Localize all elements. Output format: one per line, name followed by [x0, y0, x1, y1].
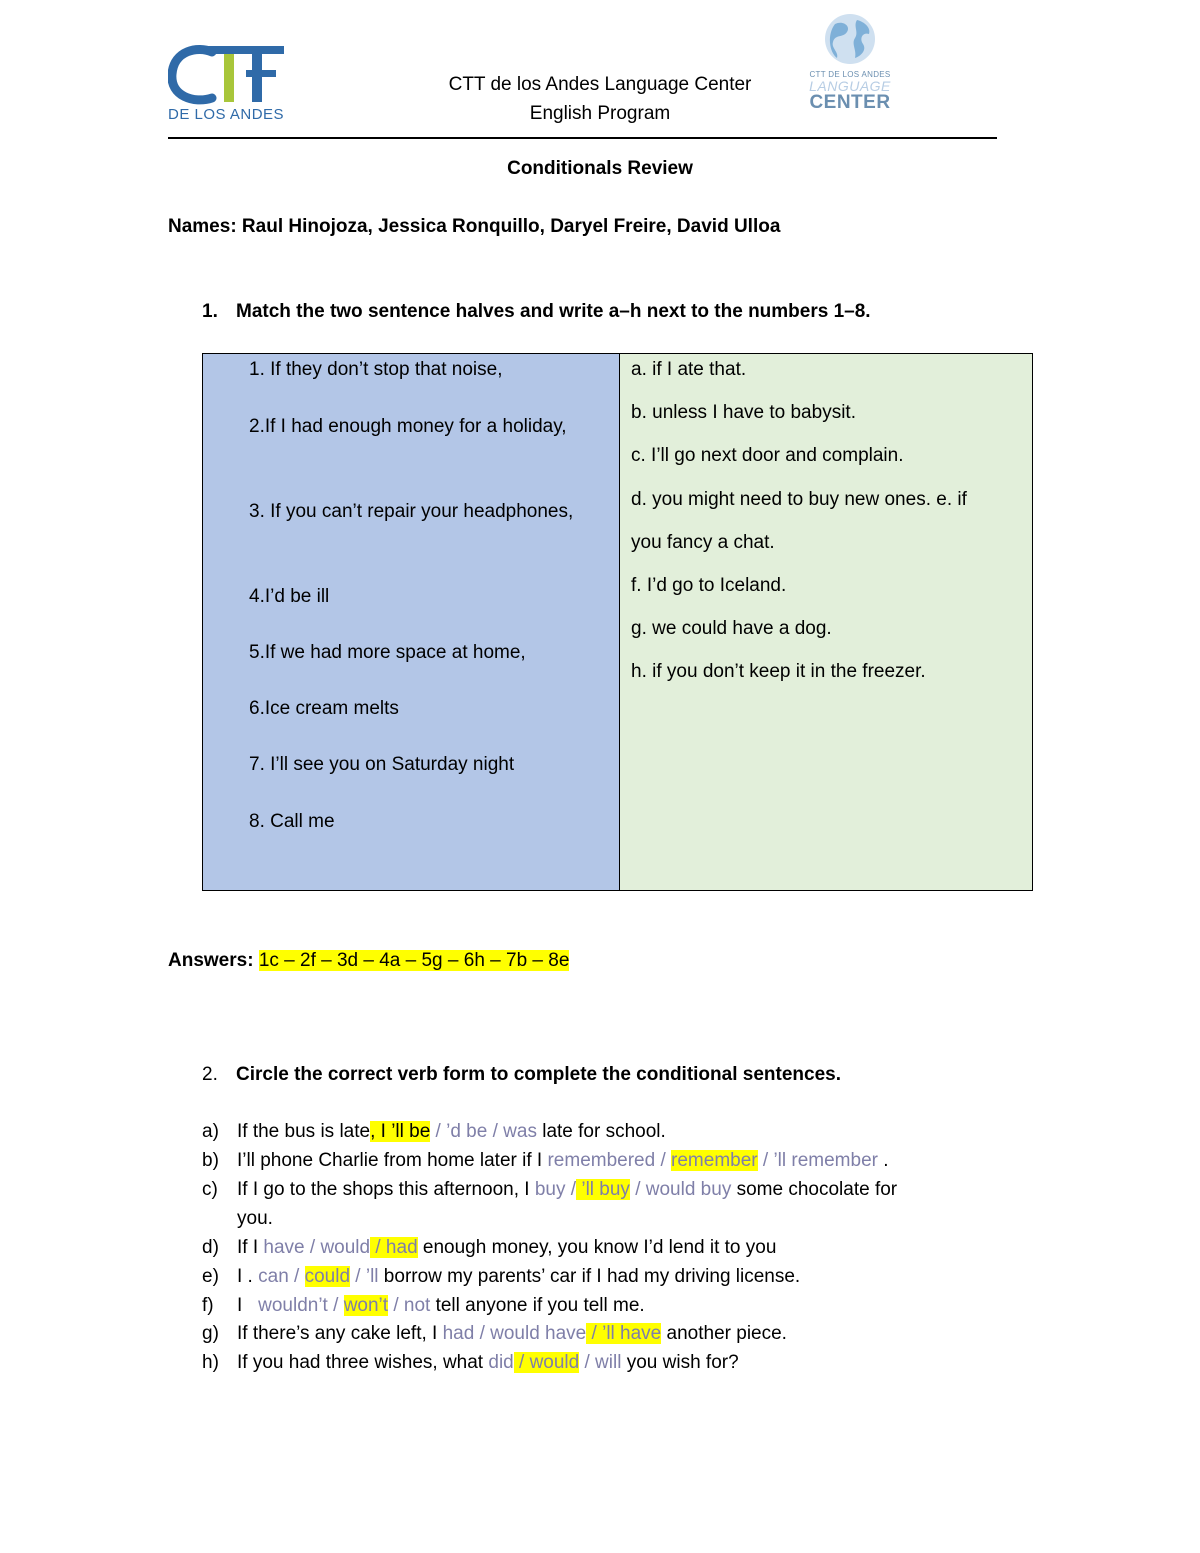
text-segment: . — [877, 1150, 889, 1171]
logo-right-top: CTT DE LOS ANDES — [809, 70, 891, 79]
left-item-1: 1. If they don’t stop that noise, — [249, 359, 503, 380]
verb-options: can / — [258, 1266, 300, 1287]
text-segment: you wish for? — [621, 1352, 739, 1373]
verb-options: buy / — [534, 1179, 577, 1200]
left-item-5: 5.If we had more space at home, — [249, 642, 526, 663]
item-label: f) — [202, 1295, 214, 1316]
right-item-a: a. if I ate that. — [631, 359, 747, 380]
answers-value: 1c – 2f – 3d – 4a – 5g – 6h – 7b – 8e — [258, 950, 570, 971]
right-item-c: c. I’ll go next door and complain. — [631, 445, 904, 466]
left-item-2: 2.If I had enough money for a holiday, — [249, 416, 567, 437]
right-item-e-cont: you fancy a chat. — [631, 532, 775, 553]
text-segment: If I go to the shops this afternoon, I — [237, 1179, 535, 1200]
text-segment: If you had three wishes, what — [237, 1352, 489, 1373]
verb-options: did — [488, 1352, 514, 1373]
question-1-number: 1. — [202, 301, 218, 322]
language-center-logo — [805, 12, 905, 112]
verb-options: remembered / — [547, 1150, 666, 1171]
item-label: g) — [202, 1323, 219, 1344]
text-segment: enough money, you know I’d lend it to you — [417, 1237, 777, 1258]
sentence-beginnings-column — [203, 354, 620, 890]
left-item-4: 4.I’d be ill — [249, 586, 330, 607]
item-label: e) — [202, 1266, 219, 1287]
text-segment: I’ll phone Charlie from home later if I — [237, 1150, 548, 1171]
item-label: h) — [202, 1352, 219, 1373]
text-segment: If there’s any cake left, I — [237, 1323, 443, 1344]
text-segment: tell anyone if you tell me. — [430, 1295, 645, 1316]
item-text — [237, 1146, 1017, 1175]
answers-label: Answers: — [168, 950, 259, 971]
text-segment: If the bus is late — [237, 1121, 371, 1142]
verb-options: wouldn’t / — [258, 1295, 339, 1316]
text-segment: If I — [237, 1237, 264, 1258]
question-1 — [202, 301, 871, 323]
text-segment: another piece. — [661, 1323, 787, 1344]
highlighted-answer: / would — [513, 1352, 580, 1373]
text-segment — [299, 1266, 304, 1287]
highlighted-answer: ’ll buy — [576, 1179, 630, 1200]
verb-options: / ’d be / was — [430, 1121, 537, 1142]
highlighted-answer: , I ’ll be — [370, 1121, 431, 1142]
right-item-g: g. we could have a dog. — [631, 618, 832, 639]
text-segment: I . — [237, 1266, 259, 1287]
text-segment: late for school. — [536, 1121, 666, 1142]
left-item-7: 7. I’ll see you on Saturday night — [249, 754, 515, 775]
item-label: c) — [202, 1179, 218, 1200]
answers-line — [168, 950, 569, 972]
header-line-2: English Program — [529, 103, 671, 124]
ctt-logo-mark — [168, 44, 288, 106]
page-title: Conditionals Review — [507, 158, 693, 179]
verb-options: / ’ll — [350, 1266, 379, 1287]
item-text — [237, 1262, 1017, 1291]
verb-options: had / would have — [442, 1323, 587, 1344]
item-text — [237, 1319, 1017, 1348]
question-2-text: Circle the correct verb form to complete the conditional sentences. — [236, 1064, 841, 1085]
header-line-1: CTT de los Andes Language Center — [448, 74, 752, 95]
highlighted-answer: / ’ll have — [586, 1323, 662, 1344]
document-header — [380, 70, 820, 128]
logo-left-text: DE LOS ANDES — [168, 106, 285, 123]
text-segment: I — [237, 1295, 259, 1316]
right-item-h: h. if you don’t keep it in the freezer. — [631, 661, 926, 682]
student-names: Names: Raul Hinojoza, Jessica Ronquillo, Daryel Freire, David Ulloa — [168, 216, 781, 237]
item-text — [237, 1348, 1017, 1377]
item-label: d) — [202, 1237, 219, 1258]
matching-table — [202, 353, 1033, 891]
list-item-c — [202, 1175, 1022, 1233]
highlighted-answer: won’t — [343, 1295, 389, 1316]
question-1-text: Match the two sentence halves and write a–h next to the numbers 1–8. — [236, 301, 871, 322]
item-label: a) — [202, 1121, 219, 1142]
left-item-3: 3. If you can’t repair your headphones, — [249, 501, 574, 522]
left-item-6: 6.Ice cream melts — [249, 698, 399, 719]
verb-options: / ’ll remember — [757, 1150, 878, 1171]
verb-options: / not — [388, 1295, 431, 1316]
verb-options: have / would — [263, 1237, 371, 1258]
highlighted-answer: could — [304, 1266, 351, 1287]
question-2-number: 2. — [202, 1064, 218, 1085]
highlighted-answer: / had — [370, 1237, 418, 1258]
highlighted-answer: remember — [671, 1150, 758, 1171]
verb-options: / will — [579, 1352, 622, 1373]
text-segment: some chocolate for — [731, 1179, 898, 1200]
logo-right-bottom: CENTER — [809, 92, 891, 113]
text-segment: you. — [237, 1208, 273, 1229]
item-text — [237, 1117, 1017, 1146]
item-text — [237, 1291, 1017, 1320]
item-label: b) — [202, 1150, 219, 1171]
text-segment: borrow my parents’ car if I had my driving license. — [378, 1266, 801, 1287]
logo-right-mid: LANGUAGE — [809, 78, 891, 94]
globe-icon — [805, 12, 895, 70]
item-text — [237, 1233, 1017, 1262]
text-segment — [338, 1295, 343, 1316]
verb-options: / would buy — [629, 1179, 732, 1200]
ctt-logo — [168, 44, 288, 126]
question-2 — [202, 1064, 841, 1086]
right-item-b: b. unless I have to babysit. — [631, 402, 856, 423]
right-item-d: d. you might need to buy new ones. e. if — [631, 489, 967, 510]
item-text — [237, 1175, 1017, 1233]
left-item-8: 8. Call me — [249, 811, 335, 832]
sentence-endings-column — [620, 354, 1032, 890]
header-divider — [168, 137, 997, 139]
right-item-f: f. I’d go to Iceland. — [631, 575, 787, 596]
